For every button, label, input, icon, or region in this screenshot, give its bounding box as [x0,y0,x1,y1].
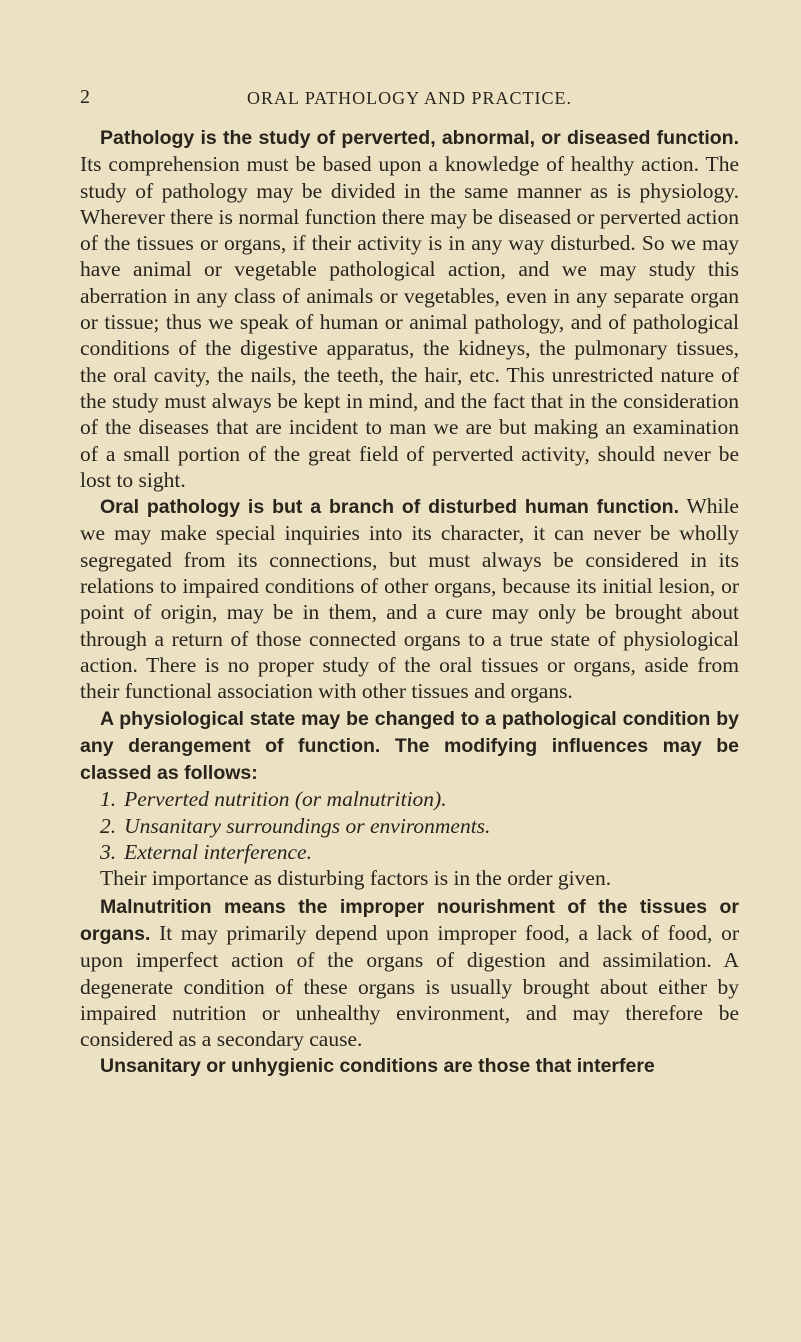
book-page [80,86,739,1080]
list-item-text: Unsanitary surroundings or environments. [124,813,491,838]
list-item [80,786,739,812]
page-number: 2 [80,86,90,108]
list-item-number: 2. [100,813,117,838]
paragraph-unsanitary [80,1052,739,1079]
paragraph-body: Its comprehension must be based upon a knowledge of healthy action. The study of pathology may be divided in the same manner as is physiology. Wherever there is normal function there may be diseased or perverted action of the tissues or organs, if their activity is in any way disturbed. So we may have animal or vegetable pathological action, and we may study this aberration in any class of animals or vegetables, even in any separate organ or tissue; thus we speak of human or animal pathology, and of pathological conditions of the digestive apparatus, the kidneys, the pulmonary tissues, the oral cavity, the nails, the teeth, the hair, etc. This unrestricted nature of the study must always be kept in mind, and the fact that in the consideration of the diseases that are incident to man we are but making an examination of a small portion of the great field of perverted activity, should never be lost to sight. [80,152,739,492]
list-item [80,839,739,865]
list-item-text: External interference. [124,840,312,865]
list-item-number: 3. [100,840,117,865]
paragraph-importance [80,865,739,892]
page-header [80,86,739,116]
paragraph-lead: A physiological state may be changed to a pathological condition by any derangement of function. The modifying influences may be classed as follows: [80,707,739,785]
paragraph-lead: Malnutrition means the improper nourishment of the tissues or organs. [80,895,739,945]
paragraph-modifying-influences [80,705,739,787]
running-title: ORAL PATHOLOGY AND PRACTICE. [246,88,573,108]
paragraph-body: It may primarily depend upon improper food, a lack of food, or upon imperfect action of the organs of digestion and assimilation. A degenerate condition of these organs is usually brought about either by impaired nutrition or unhealthy environment, and may therefore be considered as a secondary cause. [80,920,739,1052]
list-item [80,813,739,839]
paragraph-lead: Unsanitary or unhygienic conditions are those that interfere [100,1055,655,1078]
paragraph-pathology-definition [80,124,739,493]
list-item-text: Perverted nutrition (or malnutrition). [124,787,447,812]
paragraph-lead: Oral pathology is but a branch of disturbed human function. [100,496,679,519]
paragraph-lead: Pathology is the study of perverted, abnormal, or diseased function. [100,127,739,149]
paragraph-malnutrition [80,893,739,1053]
paragraph-body: Their importance as disturbing factors is in the order given. [100,866,612,891]
paragraph-body: While we may make special inquiries into its character, it can never be wholly segregated from its connections, but must always be considered in its relations to impaired conditions of other organs, because its initial lesion, or point of origin, may be in them, and a cure may only be brought about through a return of those connected organs to a true state of physiological action. There is no proper study of the oral tissues or organs, aside from their functional association with other tissues and organs. [80,494,739,704]
list-item-number: 1. [100,787,117,812]
paragraph-oral-pathology [80,493,739,704]
